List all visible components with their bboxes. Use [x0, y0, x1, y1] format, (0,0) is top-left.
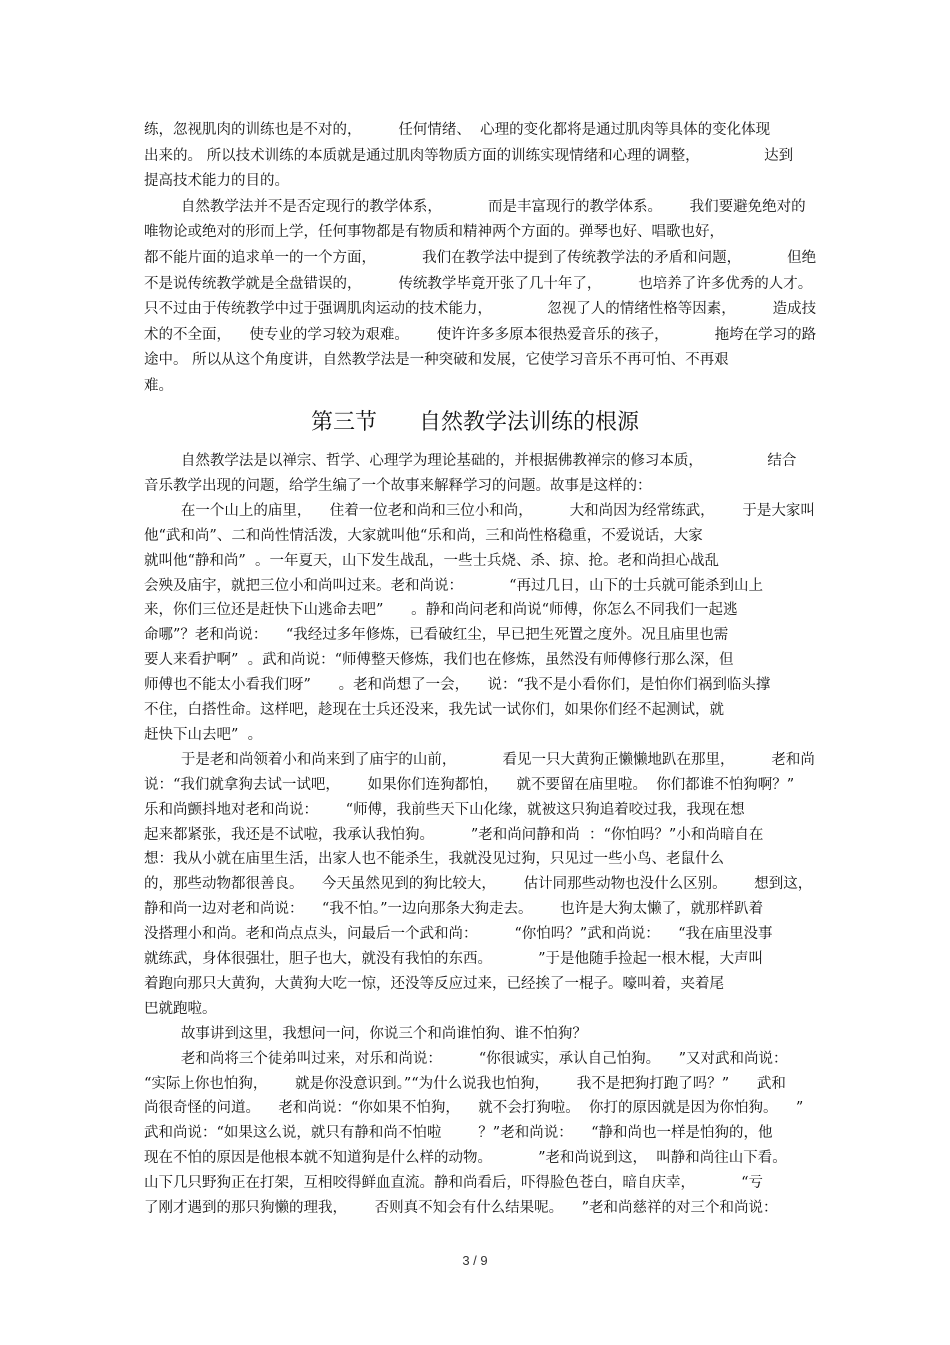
text-line: 就叫他“静和尚” 。一年夏天，山下发生战乱，一些士兵烧、杀、掠、抢。老和尚担心战乱 — [144, 552, 720, 569]
text-line: 出来的。 所以技术训练的本质就是通过肌肉等物质方面的训练实现情绪和心理的调整， 达到 — [144, 147, 794, 164]
text-line: 要人来看护啊” 。武和尚说：“师傅整天修炼，我们也在修炼，虽然没有师傅修行那么深，但 — [144, 652, 734, 669]
text-line: 自然教学法并不是否定现行的教学体系， 而是丰富现行的教学体系。 我们要避免绝对的 — [144, 198, 806, 215]
text-line: 练，忽视肌肉的训练也是不对的， 任何情绪、 心理的变化都将是通过肌肉等具体的变化体现 — [144, 122, 771, 138]
text-line: 现在不怕的原因是他根本就不知道狗是什么样的动物。 ”老和尚说到这， 叫静和尚往山下看。 — [144, 1150, 787, 1167]
text-line: 师傅也不能太小看我们呀” 。老和尚想了一会， 说：“我不是小看你们，是怕你们祸到临头撑 — [144, 677, 771, 694]
text-line: 故事讲到这里，我想问一问，你说三个和尚谁怕狗、谁不怕狗？ — [144, 1025, 587, 1042]
text-line: 起来都紧张，我还是不试啦，我承认我怕狗。 ”老和尚问静和尚 ：“你怕吗？”小和尚暗自在 — [144, 826, 764, 843]
text-line: 术的不全面， 使专业的学习较为艰难。 使许许多多原本很热爱音乐的孩子， 拖垮在学习的路 — [144, 326, 817, 343]
text-line: 了刚才遇到的那只狗懒的理我， 否则真不知会有什么结果呢。 ”老和尚慈祥的对三个和尚说： — [144, 1200, 778, 1216]
text-line: 命哪”？老和尚说： “我经过多年修炼，已看破红尘，早已把生死置之度外。况且庙里也需 — [144, 627, 729, 644]
text-line: 提高技术能力的目的。 — [144, 173, 289, 190]
text-line: 音乐教学出现的问题，给学生编了一个故事来解释学习的问题。故事是这样的： — [144, 477, 652, 494]
text-line: 会殃及庙宇，就把三位小和尚叫过来。老和尚说： “再过几日，山下的士兵就可能杀到山上 — [144, 577, 764, 594]
text-line: 于是老和尚领着小和尚来到了庙宇的山前， 看见一只大黄狗正懒懒地趴在那里， 老和尚 — [144, 751, 815, 768]
text-line: 难。 — [144, 378, 173, 394]
text-line: 的，那些动物都很善良。 今天虽然见到的狗比较大， 估计同那些动物也没什么区别。 想到这， — [144, 876, 813, 893]
text-line: 只不过由于传统教学中过于强调肌肉运动的技术能力， 忽视了人的情绪性格等因素， 造成技 — [144, 301, 817, 318]
page-indicator: 3 / 9 — [462, 1253, 488, 1268]
text-line: 自然教学法是以禅宗、哲学、心理学为理论基础的，并根据佛教禅宗的修习本质， 结合 — [144, 453, 797, 469]
text-line: 他“武和尚”、二和尚性情活泼，大家就叫他“乐和尚，三和尚性格稳重，不爱说话，大家 — [144, 527, 703, 544]
section-heading: 第三节 自然教学法训练的根源 — [311, 410, 639, 435]
text-line: 静和尚一边对老和尚说： “我不怕。”一边向那条大狗走去。 也许是大狗太懒了，就那样趴着 — [144, 901, 764, 918]
text-line: 都不能片面的追求单一的一个方面， 我们在教学法中提到了传统教学法的矛盾和问题， 但绝 — [144, 250, 817, 266]
text-line: 尚很奇怪的问道。 老和尚说：“你如果不怕狗， 就不会打狗啦。 你打的原因就是因为你怕狗。 ” — [144, 1100, 804, 1117]
text-line: 老和尚将三个徒弟叫过来，对乐和尚说： “你很诚实，承认自己怕狗。 ”又对武和尚说： — [144, 1050, 788, 1067]
text-line: 途中。 所以从这个角度讲，自然教学法是一种突破和发展，它使学习音乐不再可怕、不再艰 — [144, 352, 729, 369]
text-line: “实际上你也怕狗， 就是你没意识到。”“为什么说我也怕狗， 我不是把狗打跑了吗？” 武和 — [144, 1075, 786, 1092]
text-line: 在一个山上的庙里， 住着一位老和尚和三位小和尚， 大和尚因为经常练武， 于是大家叫 — [144, 502, 815, 519]
text-line: 没搭理小和尚。老和尚点点头，问最后一个武和尚： “你怕吗？”武和尚说： “我在庙里没事 — [144, 926, 773, 943]
text-line: 山下几只野狗正在打架，互相咬得鲜血直流。静和尚看后，吓得脸色苍白，暗自庆幸， “亏 — [144, 1175, 764, 1192]
text-line: 赶快下山去吧” 。 — [144, 726, 263, 743]
text-line: 唯物论或绝对的形而上学，任何事物都是有物质和精神两个方面的。弹琴也好、唱歌也好， — [144, 224, 724, 241]
text-line: 想：我从小就在庙里生活，出家人也不能杀生，我就没见过狗，只见过一些小鸟、老鼠什么 — [144, 851, 724, 868]
text-line: 不住，白搭性命。这样吧，趁现在士兵还没来，我先试一试你们，如果你们经不起测试，就 — [144, 702, 724, 718]
text-line: 着跑向那只大黄狗，大黄狗大吃一惊，还没等反应过来，已经挨了一棍子。嚎叫着，夹着尾 — [144, 975, 724, 992]
text-line: 乐和尚颤抖地对老和尚说： “师傅，我前些天下山化缘，就被这只狗追着咬过我，我现在想 — [144, 801, 745, 818]
text-line: 不是说传统教学就是全盘错误的， 传统教学毕竟开张了几十年了， 也培养了许多优秀的人才。 — [144, 275, 813, 292]
text-line: 武和尚说：“如果这么说，就只有静和尚不怕啦 ？”老和尚说： “静和尚也一样是怕狗的，他 — [144, 1125, 773, 1142]
text-line: 就练武，身体很强壮，胆子也大，就没有我怕的东西。 ”于是他随手捡起一根木棍，大声叫 — [144, 951, 764, 967]
text-line: 来，你们三位还是赶快下山逃命去吧” 。静和尚问老和尚说“师傅，你怎么不同我们一起逃 — [144, 602, 738, 619]
text-line: 巴就跑啦。 — [144, 1000, 217, 1017]
text-line: 说：“我们就拿狗去试一试吧， 如果你们连狗都怕， 就不要留在庙里啦。 你们都谁不怕狗啊？” — [144, 776, 795, 793]
